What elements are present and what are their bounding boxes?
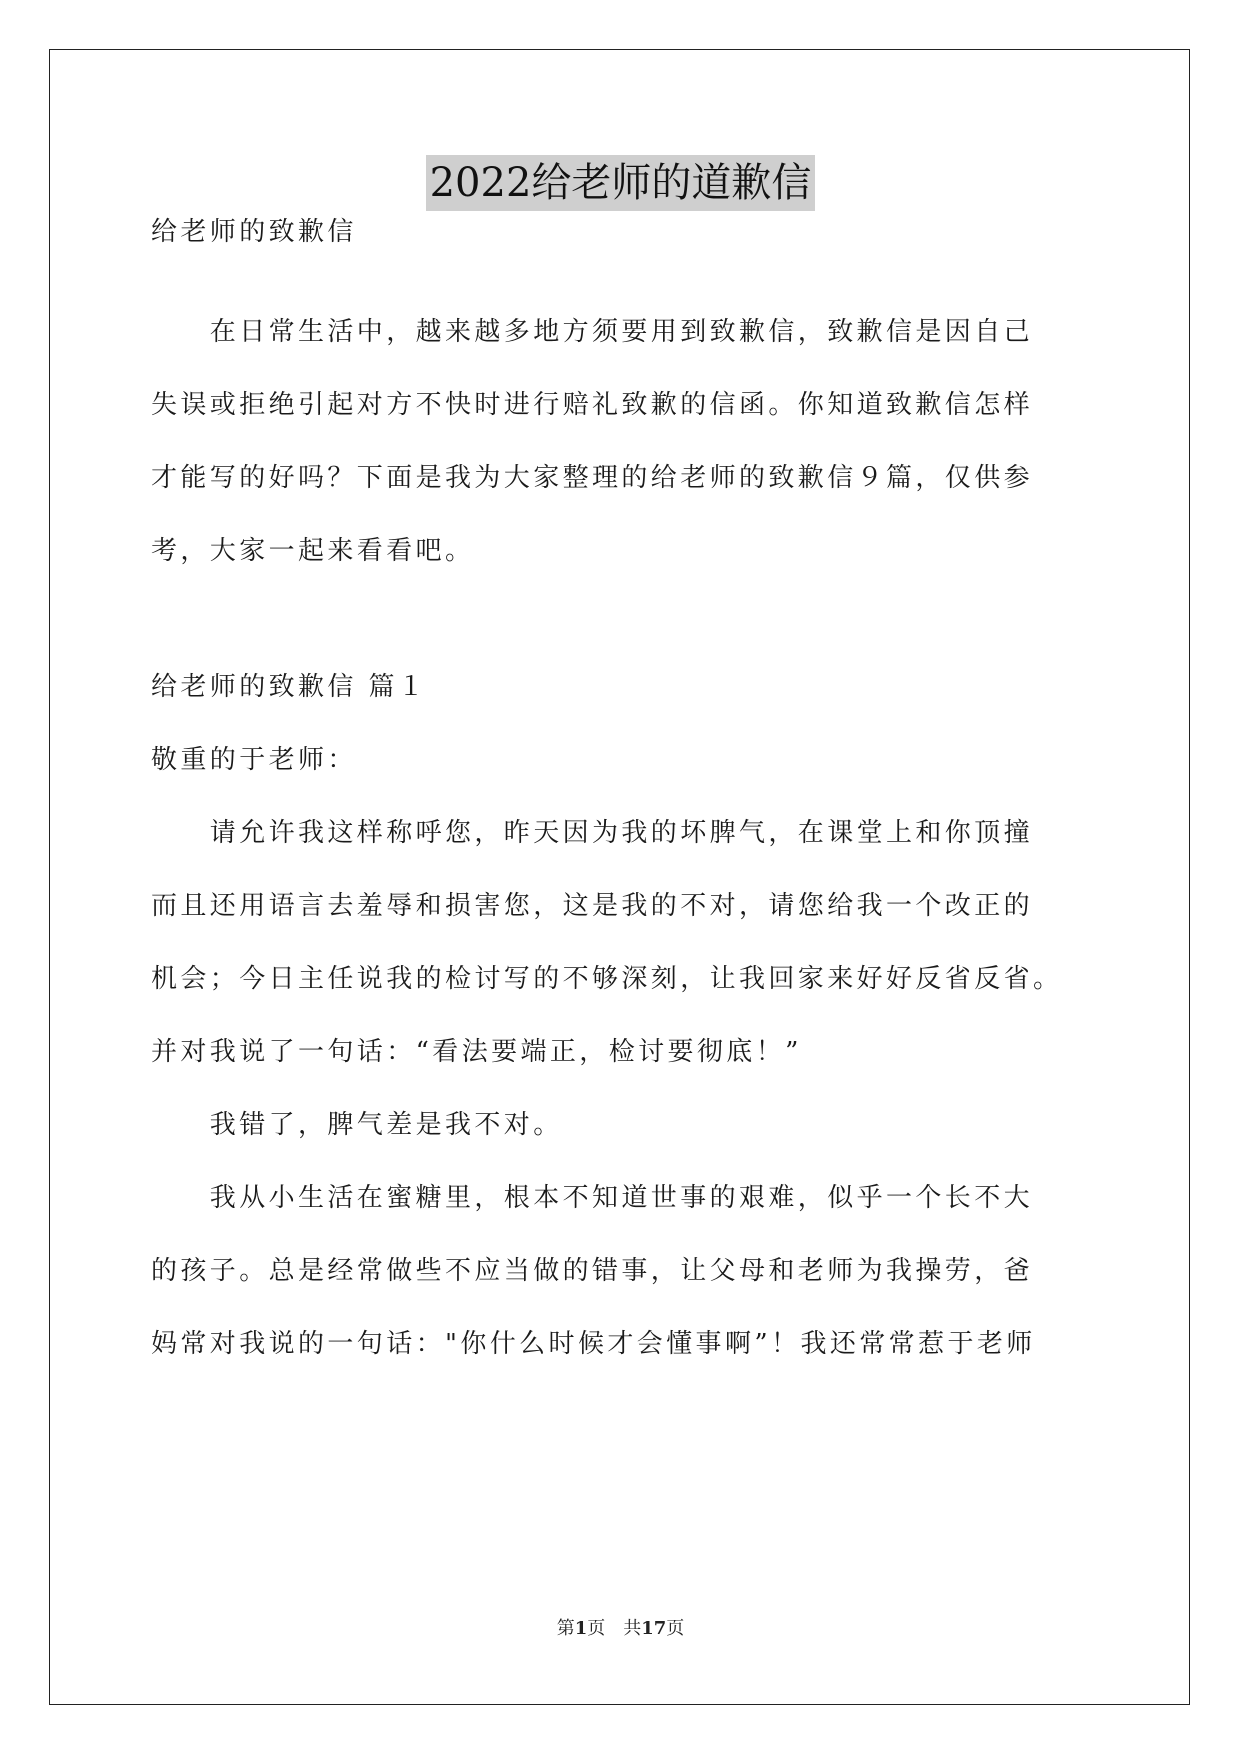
- page-border: [49, 49, 1190, 1705]
- paragraph-line: 在日常生活中，越来越多地方须要用到致歉信，致歉信是因自己: [151, 317, 1034, 347]
- paragraph-line: 请允许我这样称呼您，昨天因为我的坏脾气，在课堂上和你顶撞: [151, 818, 1034, 848]
- footer-page-mid: 页 共: [587, 1618, 642, 1639]
- salutation: 敬重的于老师：: [151, 745, 357, 775]
- footer-page-suffix: 页: [666, 1618, 685, 1639]
- document-title: 2022给老师的道歉信: [426, 155, 816, 211]
- footer-page-prefix: 第: [556, 1618, 575, 1639]
- paragraph-line: 妈常对我说的一句话："你什么时候才会懂事啊”！我还常常惹于老师: [151, 1329, 1036, 1359]
- paragraph-line: 而且还用语言去羞辱和损害您，这是我的不对，请您给我一个改正的: [151, 891, 1034, 921]
- footer-page-current: 1: [574, 1618, 588, 1639]
- letter-heading: 给老师的致歉信 篇１: [151, 672, 428, 702]
- paragraph-line: 失误或拒绝引起对方不快时进行赔礼致歉的信函。你知道致歉信怎样: [151, 390, 1034, 420]
- title-container: [0, 155, 1241, 211]
- page-footer: [0, 1617, 1241, 1641]
- paragraph-line: 才能写的好吗？下面是我为大家整理的给老师的致歉信９篇，仅供参: [151, 463, 1034, 493]
- footer-page-total: 17: [641, 1618, 667, 1639]
- paragraph-line: 的孩子。总是经常做些不应当做的错事，让父母和老师为我操劳，爸: [151, 1256, 1034, 1286]
- section-heading: 给老师的致歉信: [151, 217, 357, 247]
- paragraph-line: 并对我说了一句话：“看法要端正，检讨要彻底！”: [151, 1037, 802, 1067]
- paragraph-line: 我错了，脾气差是我不对。: [151, 1110, 563, 1140]
- paragraph-line: 考，大家一起来看看吧。: [151, 536, 475, 566]
- paragraph-line: 我从小生活在蜜糖里，根本不知道世事的艰难，似乎一个长不大: [151, 1183, 1034, 1213]
- paragraph-line: 机会；今日主任说我的检讨写的不够深刻，让我回家来好好反省反省。: [151, 964, 1063, 994]
